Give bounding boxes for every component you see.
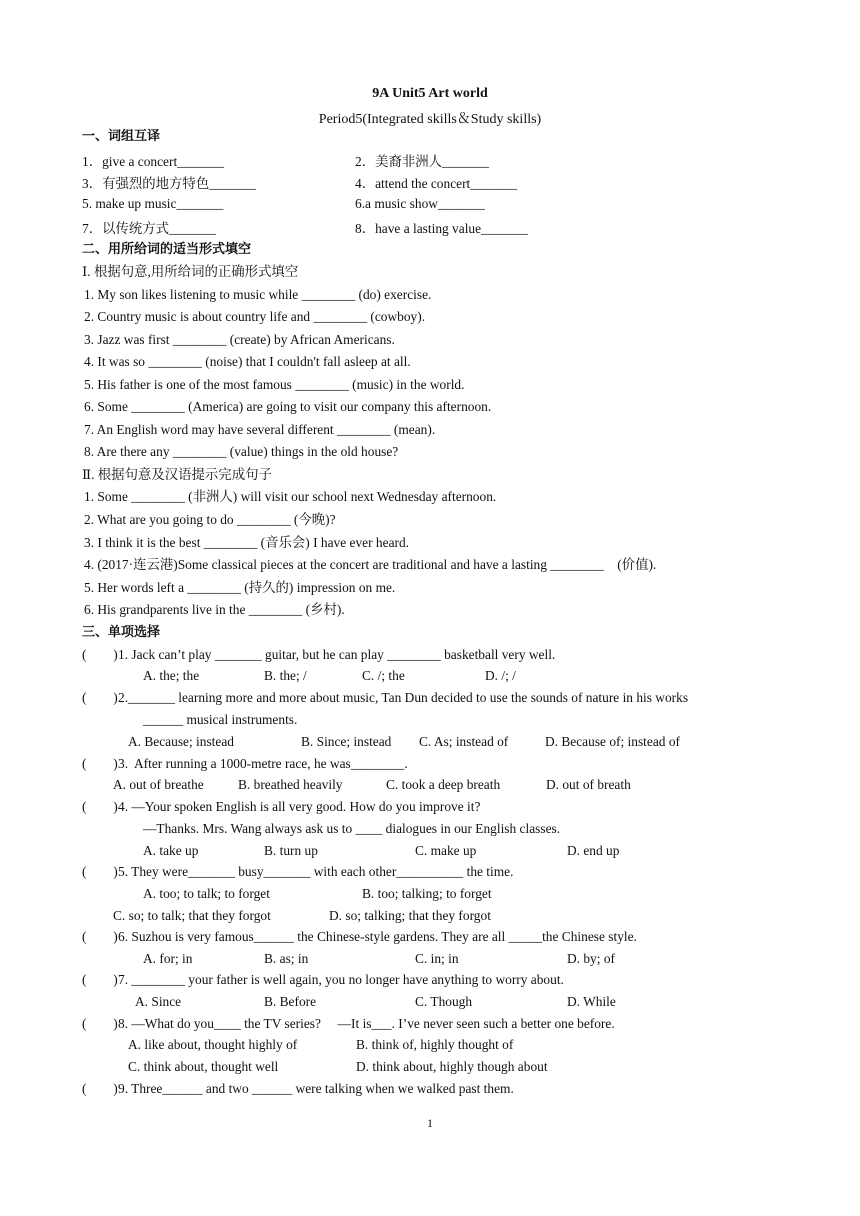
answer-bracket: ( ) (82, 1081, 118, 1096)
phrase-item: 8．have a lasting value_______ (355, 221, 528, 236)
option-a: A. for; in (143, 951, 193, 966)
section2-heading: 二、用所给词的适当形式填空 (82, 242, 252, 257)
option-b: B. Before (264, 994, 317, 1009)
option-a: A. Because; instead (128, 734, 234, 749)
section2-part1-heading: Ⅰ. 根据句意,用所给词的正确形式填空 (82, 264, 299, 279)
option-b: B. breathed heavily (238, 777, 343, 792)
answer-bracket: ( ) (82, 647, 118, 662)
option-a: A. too; to talk; to forget (143, 886, 270, 901)
option-b: B. too; talking; to forget (362, 886, 492, 901)
complete-item: 3. I think it is the best ________ (音乐会) I have ever heard. (84, 535, 410, 550)
fill-item: 3. Jazz was first ________ (create) by African Americans. (84, 332, 395, 347)
option-a: A. Since (135, 994, 182, 1009)
answer-bracket: ( ) (82, 972, 118, 987)
complete-item: 4. (2017·连云港)Some classical pieces at the concert are traditional and have a lasting ________ (价值). (84, 557, 657, 572)
complete-item: 6. His grandparents live in the ________ (乡村). (84, 602, 345, 617)
option-a: A. like about, thought highly of (128, 1037, 298, 1052)
option-a: A. take up (143, 843, 199, 858)
phrase-item: 2．美裔非洲人_______ (355, 154, 489, 169)
phrase-item: 7．以传统方式_______ (82, 221, 216, 236)
option-d: D. by; of (567, 951, 615, 966)
option-c: C. As; instead of (419, 734, 509, 749)
complete-item: 1. Some ________ (非洲人) will visit our school next Wednesday afternoon. (84, 489, 497, 504)
answer-bracket: ( ) (82, 690, 118, 705)
question-stem: 9. Three______ and two ______ were talking when we walked past them. (118, 1081, 514, 1096)
answer-bracket: ( ) (82, 1016, 118, 1031)
option-d: D. While (567, 994, 616, 1009)
question-stem-continued: ______ musical instruments. (143, 712, 298, 727)
fill-item: 5. His father is one of the most famous ________ (music) in the world. (84, 377, 465, 392)
complete-item: 2. What are you going to do ________ (今晚)? (84, 512, 336, 527)
option-b: B. as; in (264, 951, 309, 966)
fill-item: 8. Are there any ________ (value) things in the old house? (84, 444, 399, 459)
answer-bracket: ( ) (82, 864, 118, 879)
page-number: 1 (427, 1116, 433, 1130)
phrase-item: 1．give a concert_______ (82, 154, 225, 169)
option-b: B. the; / (264, 668, 307, 683)
question-stem: 7. ________ your father is well again, you no longer have anything to worry about. (118, 972, 564, 987)
question-stem: 4. —Your spoken English is all very good. How do you improve it? (118, 799, 481, 814)
fill-item: 6. Some ________ (America) are going to visit our company this afternoon. (84, 399, 492, 414)
fill-item: 7. An English word may have several different ________ (mean). (84, 422, 436, 437)
section2-part2-heading: Ⅱ. 根据句意及汉语提示完成句子 (82, 467, 272, 482)
question-stem: 8. —What do you____ the TV series? —It is___. I’ve never seen such a better one before. (118, 1016, 615, 1031)
question-stem: 1. Jack can’t play _______ guitar, but he can play ________ basketball very well. (118, 647, 556, 662)
question-stem: 2._______ learning more and more about music, Tan Dun decided to use the sounds of nature in his works (118, 690, 689, 705)
option-c: C. make up (415, 843, 477, 858)
complete-item: 5. Her words left a ________ (持久的) impression on me. (84, 580, 396, 595)
option-b: B. think of, highly thought of (356, 1037, 514, 1052)
phrase-item: 6.a music show_______ (355, 196, 485, 211)
question-stem: 6. Suzhou is very famous______ the Chinese-style gardens. They are all _____the Chinese style. (118, 929, 637, 944)
option-d: D. end up (567, 843, 620, 858)
option-d: D. out of breath (546, 777, 631, 792)
phrase-item: 3．有强烈的地方特色_______ (82, 176, 257, 191)
phrase-item: 5. make up music_______ (82, 196, 224, 211)
question-stem-continued: —Thanks. Mrs. Wang always ask us to ____ dialogues in our English classes. (143, 821, 561, 836)
fill-item: 1. My son likes listening to music while ________ (do) exercise. (84, 287, 432, 302)
option-b: B. turn up (264, 843, 318, 858)
option-c: C. took a deep breath (386, 777, 501, 792)
page-title: 9A Unit5 Art world (372, 86, 488, 101)
option-c: C. in; in (415, 951, 459, 966)
fill-item: 2. Country music is about country life and ________ (cowboy). (84, 309, 426, 324)
option-d: D. /; / (485, 668, 516, 683)
option-c: C. /; the (362, 668, 405, 683)
phrase-item: 4．attend the concert_______ (355, 176, 518, 191)
answer-bracket: ( ) (82, 756, 118, 771)
option-d: D. Because of; instead of (545, 734, 680, 749)
option-a: A. out of breathe (113, 777, 204, 792)
option-b: B. Since; instead (301, 734, 392, 749)
answer-bracket: ( ) (82, 929, 118, 944)
option-a: A. the; the (143, 668, 200, 683)
option-d: D. think about, highly though about (356, 1059, 548, 1074)
answer-bracket: ( ) (82, 799, 118, 814)
option-c: C. think about, thought well (128, 1059, 279, 1074)
fill-item: 4. It was so ________ (noise) that I couldn't fall asleep at all. (84, 354, 411, 369)
option-c: C. Though (415, 994, 473, 1009)
section3-heading: 三、单项选择 (82, 625, 161, 640)
question-stem: 3. After running a 1000-metre race, he was________. (118, 756, 408, 771)
option-c: C. so; to talk; that they forgot (113, 908, 271, 923)
option-d: D. so; talking; that they forgot (329, 908, 491, 923)
question-stem: 5. They were_______ busy_______ with each other__________ the time. (118, 864, 514, 879)
section1-heading: 一、词组互译 (82, 129, 161, 144)
page-subtitle: Period5(Integrated skills＆Study skills) (318, 112, 542, 127)
